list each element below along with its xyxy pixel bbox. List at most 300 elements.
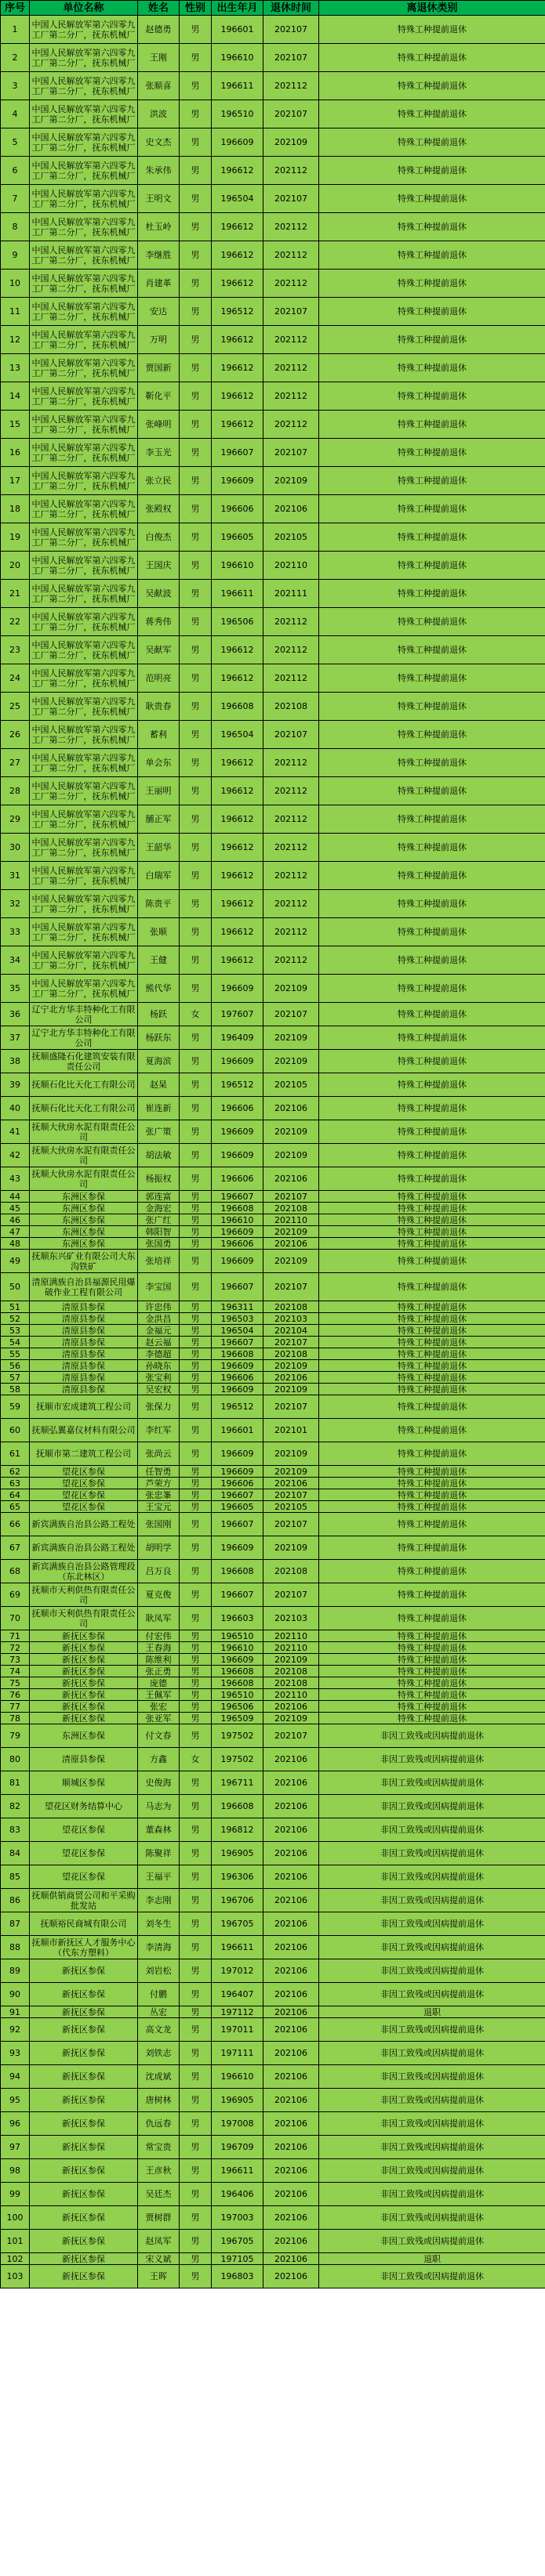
- cell-birth: 196608: [212, 1677, 263, 1689]
- table-row: [1, 862, 545, 890]
- cell-no: 79: [1, 1724, 30, 1748]
- cell-unit: 东洲区参保: [30, 1226, 138, 1238]
- cell-name: 吴宏权: [138, 1384, 180, 1395]
- cell-birth: 196612: [212, 270, 263, 298]
- cell-birth: 196609: [212, 1144, 263, 1167]
- cell-sex: 男: [180, 777, 212, 805]
- table-row: [1, 1536, 545, 1560]
- cell-retire: 202107: [263, 185, 319, 213]
- table-row: [1, 552, 545, 580]
- cell-birth: 196506: [212, 1701, 263, 1713]
- cell-type: 特殊工种提前退休: [319, 777, 545, 805]
- cell-sex: 男: [180, 552, 212, 580]
- cell-retire: 202106: [263, 2006, 319, 2018]
- cell-birth: 196608: [212, 1666, 263, 1677]
- cell-retire: 202109: [263, 975, 319, 1003]
- cell-no: 16: [1, 439, 30, 467]
- cell-type: 特殊工种提前退休: [319, 1144, 545, 1167]
- table-row: [1, 1701, 545, 1713]
- cell-name: 李宝国: [138, 1273, 180, 1301]
- cell-sex: 女: [180, 1003, 212, 1026]
- header-birth: 出生年月: [212, 1, 263, 16]
- table-row: [1, 2159, 545, 2183]
- cell-name: 耿凤军: [138, 1607, 180, 1630]
- table-row: [1, 354, 545, 382]
- cell-unit: 中国人民解放军第六四零九工厂第二分厂，抚东机械厂: [30, 270, 138, 298]
- cell-sex: 男: [180, 1384, 212, 1395]
- cell-no: 45: [1, 1203, 30, 1214]
- cell-sex: 男: [180, 241, 212, 270]
- cell-sex: 男: [180, 1959, 212, 1983]
- cell-name: 刘岩松: [138, 1959, 180, 1983]
- cell-no: 21: [1, 580, 30, 608]
- cell-no: 87: [1, 1912, 30, 1936]
- cell-no: 44: [1, 1191, 30, 1203]
- cell-retire: 202112: [263, 664, 319, 693]
- cell-no: 61: [1, 1442, 30, 1466]
- cell-type: 特殊工种提前退休: [319, 1478, 545, 1489]
- cell-type: 特殊工种提前退休: [319, 552, 545, 580]
- cell-sex: 男: [180, 1701, 212, 1713]
- cell-sex: 男: [180, 2089, 212, 2112]
- cell-name: 史文杰: [138, 128, 180, 157]
- cell-no: 82: [1, 1795, 30, 1818]
- table-row: [1, 1501, 545, 1513]
- cell-unit: 新抚区参保: [30, 1630, 138, 1642]
- cell-unit: 新宾满族自治县公路管理段（东北林区）: [30, 1560, 138, 1583]
- cell-retire: 202112: [263, 805, 319, 834]
- cell-birth: 196506: [212, 608, 263, 636]
- cell-unit: 新抚区参保: [30, 1959, 138, 1983]
- cell-retire: 202106: [263, 1983, 319, 2006]
- cell-unit: 新抚区参保: [30, 1713, 138, 1724]
- cell-type: 特殊工种提前退休: [319, 523, 545, 552]
- cell-birth: 196610: [212, 2065, 263, 2089]
- cell-type: 非因工致残或因病提前退休: [319, 1865, 545, 1889]
- cell-sex: 男: [180, 2065, 212, 2089]
- cell-sex: 男: [180, 608, 212, 636]
- cell-birth: 196610: [212, 1214, 263, 1226]
- cell-sex: 男: [180, 1583, 212, 1607]
- cell-sex: 男: [180, 1273, 212, 1301]
- cell-type: 非因工致残或因病提前退休: [319, 1818, 545, 1842]
- cell-sex: 男: [180, 1442, 212, 1466]
- cell-birth: 196612: [212, 241, 263, 270]
- cell-sex: 男: [180, 1642, 212, 1654]
- table-row: [1, 1654, 545, 1666]
- table-row: [1, 1003, 545, 1026]
- cell-birth: 196606: [212, 495, 263, 523]
- cell-sex: 男: [180, 1818, 212, 1842]
- cell-retire: 202106: [263, 1097, 319, 1120]
- cell-no: 88: [1, 1936, 30, 1959]
- cell-name: 胡明学: [138, 1536, 180, 1560]
- cell-no: 51: [1, 1301, 30, 1313]
- table-row: [1, 1677, 545, 1689]
- cell-name: 王彦秋: [138, 2159, 180, 2183]
- table-row: [1, 1583, 545, 1607]
- cell-retire: 202109: [263, 1536, 319, 1560]
- cell-birth: 197607: [212, 1003, 263, 1026]
- cell-sex: 男: [180, 1419, 212, 1442]
- cell-birth: 196607: [212, 1337, 263, 1348]
- cell-unit: 新宾满族自治县公路工程处: [30, 1536, 138, 1560]
- cell-no: 75: [1, 1677, 30, 1689]
- cell-birth: 196608: [212, 1560, 263, 1583]
- cell-name: 付鹏: [138, 1983, 180, 2006]
- cell-sex: 男: [180, 1348, 212, 1360]
- cell-no: 2: [1, 44, 30, 72]
- cell-birth: 196812: [212, 1818, 263, 1842]
- cell-name: 洪波: [138, 100, 180, 128]
- cell-retire: 202106: [263, 1865, 319, 1889]
- cell-unit: 新抚区参保: [30, 2065, 138, 2089]
- cell-no: 8: [1, 213, 30, 241]
- cell-retire: 202106: [263, 2065, 319, 2089]
- cell-retire: 202106: [263, 1818, 319, 1842]
- cell-name: 脯正军: [138, 805, 180, 834]
- cell-retire: 202106: [263, 1748, 319, 1771]
- cell-birth: 196504: [212, 1325, 263, 1337]
- cell-no: 54: [1, 1337, 30, 1348]
- table-row: [1, 975, 545, 1003]
- table-row: [1, 326, 545, 354]
- table-row: [1, 721, 545, 749]
- cell-birth: 196608: [212, 693, 263, 721]
- cell-type: 特殊工种提前退休: [319, 157, 545, 185]
- cell-sex: 男: [180, 16, 212, 44]
- cell-sex: 男: [180, 975, 212, 1003]
- cell-name: 张广红: [138, 1214, 180, 1226]
- cell-type: 特殊工种提前退休: [319, 1489, 545, 1501]
- table-row: [1, 805, 545, 834]
- cell-retire: 202112: [263, 213, 319, 241]
- table-row: [1, 1442, 545, 1466]
- cell-birth: 196510: [212, 1689, 263, 1701]
- cell-unit: 新抚区参保: [30, 2265, 138, 2288]
- table-row: [1, 608, 545, 636]
- cell-unit: 抚顺裕民商城有限公司: [30, 1912, 138, 1936]
- cell-birth: 196612: [212, 749, 263, 777]
- cell-sex: 男: [180, 213, 212, 241]
- cell-sex: 男: [180, 523, 212, 552]
- cell-sex: 男: [180, 1536, 212, 1560]
- cell-name: 熊代华: [138, 975, 180, 1003]
- cell-sex: 男: [180, 918, 212, 946]
- cell-unit: 新抚区参保: [30, 1701, 138, 1713]
- cell-birth: 196612: [212, 157, 263, 185]
- cell-unit: 抚顺市第二建筑工程公司: [30, 1442, 138, 1466]
- cell-name: 王丽明: [138, 777, 180, 805]
- cell-type: 特殊工种提前退休: [319, 1713, 545, 1724]
- cell-retire: 202109: [263, 1026, 319, 1050]
- cell-name: 方鑫: [138, 1748, 180, 1771]
- cell-birth: 197003: [212, 2206, 263, 2230]
- cell-no: 60: [1, 1419, 30, 1442]
- cell-retire: 202110: [263, 1642, 319, 1654]
- cell-birth: 196510: [212, 1630, 263, 1642]
- cell-type: 特殊工种提前退休: [319, 1073, 545, 1097]
- cell-birth: 196612: [212, 805, 263, 834]
- cell-birth: 196609: [212, 1250, 263, 1273]
- cell-unit: 望花区参保: [30, 1466, 138, 1478]
- cell-retire: 202106: [263, 2112, 319, 2136]
- cell-no: 34: [1, 946, 30, 975]
- cell-no: 83: [1, 1818, 30, 1842]
- cell-sex: 男: [180, 834, 212, 862]
- cell-no: 96: [1, 2112, 30, 2136]
- table-row: [1, 523, 545, 552]
- cell-type: 特殊工种提前退休: [319, 1273, 545, 1301]
- cell-retire: 202111: [263, 580, 319, 608]
- cell-unit: 东洲区参保: [30, 1724, 138, 1748]
- cell-unit: 中国人民解放军第六四零九工厂第二分厂，抚东机械厂: [30, 439, 138, 467]
- cell-type: 特殊工种提前退休: [319, 354, 545, 382]
- cell-no: 84: [1, 1842, 30, 1865]
- cell-sex: 男: [180, 157, 212, 185]
- cell-type: 非因工致残或因病提前退休: [319, 2206, 545, 2230]
- cell-name: 宋义斌: [138, 2253, 180, 2265]
- cell-sex: 男: [180, 1936, 212, 1959]
- cell-type: 特殊工种提前退休: [319, 1442, 545, 1466]
- cell-type: 非因工致残或因病提前退休: [319, 2042, 545, 2065]
- cell-no: 4: [1, 100, 30, 128]
- cell-name: 高文龙: [138, 2018, 180, 2042]
- cell-retire: 202109: [263, 1713, 319, 1724]
- cell-name: 赵杲: [138, 1073, 180, 1097]
- cell-sex: 男: [180, 1983, 212, 2006]
- table-row: [1, 2183, 545, 2206]
- cell-no: 13: [1, 354, 30, 382]
- cell-unit: 中国人民解放军第六四零九工厂第二分厂，抚东机械厂: [30, 946, 138, 975]
- cell-retire: 202112: [263, 862, 319, 890]
- cell-name: 刘铁志: [138, 2042, 180, 2065]
- table-row: [1, 1818, 545, 1842]
- cell-unit: 中国人民解放军第六四零九工厂第二分厂，抚东机械厂: [30, 523, 138, 552]
- cell-no: 53: [1, 1325, 30, 1337]
- table-row: [1, 467, 545, 495]
- cell-retire: 202109: [263, 1384, 319, 1395]
- cell-no: 32: [1, 890, 30, 918]
- table-row: [1, 1912, 545, 1936]
- cell-type: 特殊工种提前退休: [319, 467, 545, 495]
- cell-no: 58: [1, 1384, 30, 1395]
- table-row: [1, 1478, 545, 1489]
- table-row: [1, 1419, 545, 1442]
- cell-no: 99: [1, 2183, 30, 2206]
- cell-no: 20: [1, 552, 30, 580]
- cell-no: 5: [1, 128, 30, 157]
- cell-no: 37: [1, 1026, 30, 1050]
- cell-name: 李志刚: [138, 1889, 180, 1912]
- table-row: [1, 1337, 545, 1348]
- cell-sex: 男: [180, 1724, 212, 1748]
- cell-no: 43: [1, 1167, 30, 1191]
- table-row: [1, 1689, 545, 1701]
- cell-no: 1: [1, 16, 30, 44]
- cell-unit: 抚顺大伙房水泥有限责任公司: [30, 1120, 138, 1144]
- cell-sex: 男: [180, 1226, 212, 1238]
- cell-unit: 抚顺盛隆石化建筑安装有限责任公司: [30, 1050, 138, 1073]
- table-row: [1, 1795, 545, 1818]
- cell-retire: 202106: [263, 1912, 319, 1936]
- cell-birth: 196610: [212, 1642, 263, 1654]
- cell-unit: 新抚区参保: [30, 1654, 138, 1666]
- cell-retire: 202110: [263, 1630, 319, 1642]
- cell-retire: 202101: [263, 1419, 319, 1442]
- table-row: [1, 890, 545, 918]
- cell-birth: 196612: [212, 834, 263, 862]
- cell-name: 杜玉岭: [138, 213, 180, 241]
- cell-sex: 男: [180, 1513, 212, 1536]
- cell-name: 单会东: [138, 749, 180, 777]
- table-row: [1, 241, 545, 270]
- cell-birth: 196612: [212, 326, 263, 354]
- cell-name: 李德超: [138, 1348, 180, 1360]
- cell-retire: 202106: [263, 2136, 319, 2159]
- cell-birth: 196306: [212, 1865, 263, 1889]
- cell-sex: 男: [180, 749, 212, 777]
- cell-no: 15: [1, 411, 30, 439]
- header-row: [1, 1, 545, 16]
- cell-sex: 男: [180, 382, 212, 411]
- cell-sex: 男: [180, 2136, 212, 2159]
- cell-name: 李红军: [138, 1419, 180, 1442]
- cell-name: 史俊海: [138, 1771, 180, 1795]
- cell-sex: 男: [180, 862, 212, 890]
- cell-birth: 196610: [212, 552, 263, 580]
- cell-birth: 196510: [212, 100, 263, 128]
- cell-no: 100: [1, 2206, 30, 2230]
- header-name: 姓名: [138, 1, 180, 16]
- cell-no: 62: [1, 1466, 30, 1478]
- cell-type: 特殊工种提前退休: [319, 1203, 545, 1214]
- cell-no: 10: [1, 270, 30, 298]
- cell-no: 102: [1, 2253, 30, 2265]
- cell-no: 72: [1, 1642, 30, 1654]
- cell-unit: 望花区参保: [30, 1501, 138, 1513]
- cell-birth: 196612: [212, 777, 263, 805]
- cell-sex: 男: [180, 2253, 212, 2265]
- cell-name: 王晖: [138, 2265, 180, 2288]
- cell-no: 26: [1, 721, 30, 749]
- cell-type: 特殊工种提前退休: [319, 1701, 545, 1713]
- cell-retire: 202106: [263, 2042, 319, 2065]
- cell-sex: 男: [180, 1912, 212, 1936]
- cell-type: 特殊工种提前退休: [319, 1630, 545, 1642]
- table-row: [1, 213, 545, 241]
- cell-type: 非因工致残或因病提前退休: [319, 2230, 545, 2253]
- cell-type: 非因工致残或因病提前退休: [319, 2089, 545, 2112]
- cell-retire: 202107: [263, 16, 319, 44]
- cell-sex: 男: [180, 185, 212, 213]
- cell-birth: 196407: [212, 1983, 263, 2006]
- cell-type: 特殊工种提前退休: [319, 664, 545, 693]
- cell-name: 付宏伟: [138, 1630, 180, 1642]
- cell-birth: 196612: [212, 890, 263, 918]
- cell-no: 35: [1, 975, 30, 1003]
- cell-no: 18: [1, 495, 30, 523]
- cell-retire: 202106: [263, 2159, 319, 2183]
- cell-birth: 196406: [212, 2183, 263, 2206]
- cell-retire: 202107: [263, 1395, 319, 1419]
- cell-type: 非因工致残或因病提前退休: [319, 1771, 545, 1795]
- table-row: [1, 693, 545, 721]
- table-row: [1, 2042, 545, 2065]
- cell-birth: 196504: [212, 721, 263, 749]
- cell-no: 85: [1, 1865, 30, 1889]
- cell-birth: 196607: [212, 1583, 263, 1607]
- cell-sex: 男: [180, 1677, 212, 1689]
- cell-type: 特殊工种提前退休: [319, 1167, 545, 1191]
- table-row: [1, 834, 545, 862]
- cell-type: 特殊工种提前退休: [319, 805, 545, 834]
- cell-retire: 202109: [263, 1442, 319, 1466]
- cell-birth: 196605: [212, 1501, 263, 1513]
- cell-no: 77: [1, 1701, 30, 1713]
- cell-type: 特殊工种提前退休: [319, 721, 545, 749]
- cell-birth: 196606: [212, 1097, 263, 1120]
- cell-no: 36: [1, 1003, 30, 1026]
- cell-name: 张忠峯: [138, 1489, 180, 1501]
- table-row: [1, 1395, 545, 1419]
- cell-type: 特殊工种提前退休: [319, 749, 545, 777]
- cell-name: 张培祥: [138, 1250, 180, 1273]
- cell-unit: 辽宁北方华丰特种化工有限公司: [30, 1003, 138, 1026]
- cell-name: 王宝元: [138, 1501, 180, 1513]
- cell-retire: 202109: [263, 1466, 319, 1478]
- cell-no: 28: [1, 777, 30, 805]
- header-retire: 退休时间: [263, 1, 319, 16]
- cell-retire: 202112: [263, 834, 319, 862]
- cell-type: 特殊工种提前退休: [319, 128, 545, 157]
- cell-type: 特殊工种提前退休: [319, 185, 545, 213]
- cell-type: 特殊工种提前退休: [319, 100, 545, 128]
- table-row: [1, 1771, 545, 1795]
- table-row: [1, 580, 545, 608]
- cell-retire: 202107: [263, 1489, 319, 1501]
- cell-sex: 男: [180, 664, 212, 693]
- table-row: [1, 749, 545, 777]
- table-row: [1, 1167, 545, 1191]
- cell-sex: 男: [180, 72, 212, 100]
- cell-retire: 202109: [263, 1120, 319, 1144]
- cell-name: 庞德: [138, 1677, 180, 1689]
- table-row: [1, 495, 545, 523]
- cell-type: 非因工致残或因病提前退休: [319, 2065, 545, 2089]
- cell-sex: 男: [180, 1144, 212, 1167]
- table-row: [1, 918, 545, 946]
- cell-sex: 女: [180, 1748, 212, 1771]
- table-row: [1, 1666, 545, 1677]
- cell-name: 王健: [138, 946, 180, 975]
- cell-retire: 202107: [263, 1191, 319, 1203]
- cell-retire: 202112: [263, 354, 319, 382]
- table-row: [1, 1748, 545, 1771]
- cell-retire: 202106: [263, 2253, 319, 2265]
- cell-type: 非因工致残或因病提前退休: [319, 1889, 545, 1912]
- cell-no: 93: [1, 2042, 30, 2065]
- cell-birth: 196607: [212, 1191, 263, 1203]
- table-row: [1, 2089, 545, 2112]
- cell-name: 李清海: [138, 1936, 180, 1959]
- cell-name: 张顺: [138, 918, 180, 946]
- cell-no: 89: [1, 1959, 30, 1983]
- table-row: [1, 1214, 545, 1226]
- cell-birth: 196612: [212, 636, 263, 664]
- cell-retire: 202107: [263, 44, 319, 72]
- table-body: [1, 16, 545, 2288]
